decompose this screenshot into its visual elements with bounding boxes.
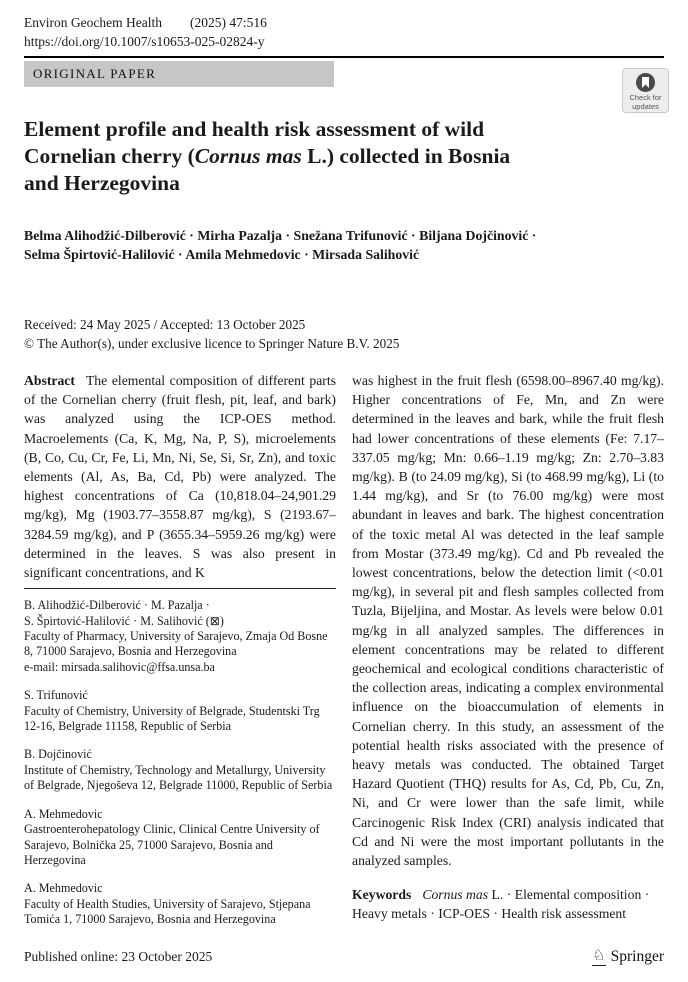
check-updates-label: Check for updates [629, 93, 662, 111]
keywords-text: L. · Elemental composition · Heavy metals · ICP-OES · Health risk assessment [352, 887, 650, 922]
crossmark-icon [636, 73, 655, 92]
received-accepted: Received: 24 May 2025 / Accepted: 13 October 2025 [24, 317, 306, 332]
copyright-line: © The Author(s), under exclusive licence to Springer Nature B.V. 2025 [24, 335, 400, 351]
published-online: Published online: 23 October 2025 [24, 949, 213, 964]
affiliation-text: Faculty of Pharmacy, University of Sarajevo, Zmaja Od Bosne 8, 71000 Sarajevo, Bosnia and Herzegovina [24, 629, 328, 659]
header-rule [24, 56, 664, 58]
article-type-banner [24, 61, 334, 87]
abstract-continued [352, 371, 664, 870]
footnote-authors: B. Dojčinović [24, 747, 92, 762]
affiliation-block [24, 807, 336, 869]
article-type-label: ORIGINAL PAPER [33, 66, 157, 81]
affiliation-text: Faculty of Chemistry, University of Belgrade, Studentski Trg 12-16, Belgrade 11158, Republic of Serbia [24, 703, 320, 734]
journal-citation-line [24, 13, 267, 32]
affiliation-text: Faculty of Health Studies, University of Sarajevo, Stjepana Tomića 1, 71000 Sarajevo, Bosnia and Herzegovina [24, 896, 311, 927]
check-updates-badge[interactable] [622, 68, 669, 113]
paper-title [24, 116, 656, 197]
keywords-species-italic: Cornus mas [422, 887, 489, 903]
affiliation-block [24, 598, 336, 675]
footnote-authors: S. Trifunović [24, 688, 88, 703]
abstract-text-col1: The elemental composition of different parts of the Cornelian cherry (fruit flesh, pit, leaf, and bark) was analyzed using the ICP-OES method. Macroelements (Ca, K, Mg, Na, P, S), microelements (B, Co, Cu, Cr, Fe, Li, Mn, Ni, Se, Si, Sr, Zn), and toxic elements (Al, As, Ba, Cd, Pb) were analyzed. The highest concentrations of Ca (10,818.04–24,901.29 mg/kg), Mg (1903.77–3558.87 mg/kg), S (2193.67–3284.59 mg/kg), and P (3655.34–5959.26 mg/kg) were determined in the leaves. S was also present in significant concentrations, and K [24, 373, 336, 581]
footnote-authors: A. Mehmedovic [24, 806, 103, 821]
email-link[interactable]: e-mail: mirsada.salihovic@ffsa.unsa.ba [24, 659, 215, 674]
springer-knight-icon: ♘ [592, 947, 606, 964]
springer-wordmark: Springer [610, 948, 664, 965]
species-name-italic: Cornus mas [194, 144, 302, 168]
volume-citation: (2025) 47:516 [189, 15, 267, 30]
abstract-text-col2: was highest in the fruit flesh (6598.00–8967.40 mg/kg). Higher concentrations of Fe, Mn, and Zn were determined in the leaves and bark, while the fruit flesh had lower concentrations of these elements (Fe: 7.17–337.05 mg/kg; Mn: 0.66–1.19 mg/kg; Zn: 2.70–3.83 mg/kg). B (to 24.09 mg/kg), Si (to 468.99 mg/kg), Li (to 1.44 mg/kg), and Sr (to 76.00 mg/kg) were most abundant in leaves and bark. The highest concentration of the toxic metal Al was detected in the leaf sample from Mostar (373.49 mg/kg). Cd and Pb revealed the lowest concentrations, below the detection limit (<0.01 mg/kg), in several pit and flesh samples collected from Tuzla, Bijeljina, and Mostar. As levels were below 0.01 mg/kg in all analyzed samples. The differences in element concentrations may be related to different geochemical and ecological conditions characteristic of the collection areas, indicating a complex environmental influence on the bioaccumulation of elements in Cornelian cherry. In this study, an assessment of the potential health risks associated with the presence of heavy metals was conducted. The obtained Target Hazard Quotient (THQ) results for As, Cd, Pb, Cu, Zn, Ni, and Cr were lower than the safe limit, while Carcinogenic Risk Index (CRI) analysis indicated that Cd and Ni were the most important pollutants in the analyzed samples. [352, 373, 664, 869]
footnotes-section [24, 588, 336, 927]
left-column [24, 371, 336, 941]
affiliation-block [24, 688, 336, 734]
journal-header [24, 13, 267, 51]
footnote-authors: B. Alihodžić-Dilberović · M. Pazalja · [24, 598, 210, 613]
title-line-1: Element profile and health risk assessment of wild [24, 117, 485, 141]
affiliation-text: Institute of Chemistry, Technology and Metallurgy, University of Belgrade, Njegoševa 12, Belgrade 11000, Republic of Serbia [24, 762, 333, 793]
right-column [352, 371, 664, 941]
footnote-rule [24, 588, 336, 589]
title-line-2: Cornelian cherry (Cornus mas L.) collected in Bosnia [24, 144, 511, 168]
doi-link[interactable]: https://doi.org/10.1007/s10653-025-02824-y [24, 34, 265, 49]
authors-line [24, 226, 662, 264]
abstract-label: Abstract [24, 373, 75, 388]
affiliation-text: Gastroenterohepatology Clinic, Clinical Centre University of Sarajevo, Bolnička 25, 71000 Sarajevo, Bosnia and Herzegovina [24, 822, 320, 867]
bookmark-icon [642, 77, 649, 88]
article-dates [24, 316, 399, 353]
title-line-3: and Herzegovina [24, 171, 180, 195]
abstract-columns [24, 371, 664, 941]
abstract-paragraph [24, 371, 336, 582]
page-footer [24, 948, 664, 966]
keywords-line [352, 885, 664, 923]
springer-logo [592, 948, 664, 966]
keywords-label: Keywords [352, 887, 412, 903]
footnote-authors-corresponding: S. Špirtović-Halilović · M. Salihović (⊠) [24, 613, 224, 628]
affiliation-block [24, 881, 336, 927]
authors-row-1: Belma Alihodžić-Dilberović · Mirha Pazalja · Snežana Trifunović · Biljana Dojčinović · [24, 228, 537, 243]
footnote-authors: A. Mehmedovic [24, 881, 103, 896]
affiliation-block [24, 747, 336, 793]
authors-row-2: Selma Špirtović-Halilović · Amila Mehmedovic · Mirsada Salihović [24, 247, 420, 262]
journal-name: Environ Geochem Health [24, 15, 162, 30]
